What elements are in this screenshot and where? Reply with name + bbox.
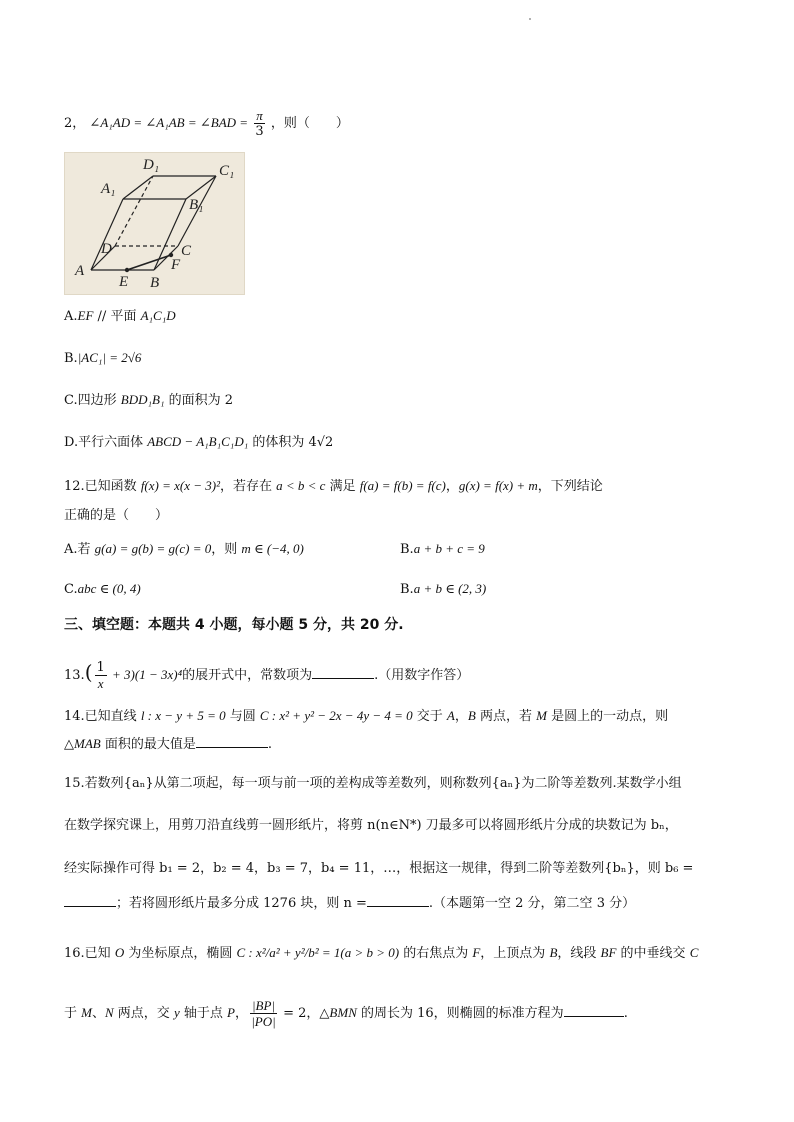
option-c-math2: BDD₁B₁ bbox=[120, 392, 165, 407]
option-d-prefix: D. bbox=[64, 435, 79, 450]
q13-expr: + 3)(1 − 3x)⁴ bbox=[108, 667, 183, 682]
segment-EF bbox=[127, 255, 171, 270]
label-D: D bbox=[101, 241, 112, 257]
q16-tail: . bbox=[623, 1006, 628, 1021]
q16-math-m: M bbox=[81, 1005, 92, 1020]
label-C1: C₁ bbox=[219, 163, 235, 179]
q12-optC-math: abc ∈ (0, 4) bbox=[77, 581, 141, 596]
scan-dot bbox=[529, 18, 531, 20]
q11-tail: ，则（ ） bbox=[270, 116, 349, 131]
q12-math-abc: a < b < c bbox=[276, 478, 326, 493]
parallelepiped-diagram bbox=[65, 153, 244, 294]
q14-math-mab: △MAB bbox=[64, 736, 101, 751]
q12-math-g: g(x) = f(x) + m bbox=[458, 478, 538, 493]
q12-text-d: ， bbox=[445, 479, 459, 494]
q12-option-b bbox=[400, 538, 485, 561]
q15-answer-blank-2[interactable] bbox=[367, 892, 429, 907]
q11-frac-num: π bbox=[256, 108, 263, 123]
q16-text-h: 、 bbox=[91, 1006, 105, 1021]
q16-text-k: ， bbox=[234, 1006, 248, 1021]
q16-fraction bbox=[250, 998, 277, 1029]
q16-math-b: B bbox=[549, 945, 558, 960]
q14-text-d: ， bbox=[454, 709, 468, 724]
q16-text-m: 的周长为 16，则椭圆的标准方程为 bbox=[356, 1006, 564, 1021]
q12-stem-line1 bbox=[64, 475, 603, 498]
q11-lead: 2， bbox=[64, 116, 86, 131]
option-b-math: |AC₁| = 2√6 bbox=[77, 350, 142, 365]
label-A: A bbox=[75, 263, 85, 279]
q14-answer-blank[interactable] bbox=[196, 733, 268, 748]
q16-text-c: 的右焦点为 bbox=[399, 946, 473, 961]
q12-math-f: f(x) = x(x − 3)² bbox=[140, 478, 220, 493]
label-F: F bbox=[171, 257, 181, 273]
q16-text-d: ，上顶点为 bbox=[480, 946, 550, 961]
q13-answer-blank[interactable] bbox=[312, 664, 374, 679]
option-a-math: EF bbox=[77, 308, 94, 323]
q14-math-a: A bbox=[446, 708, 455, 723]
q12-text-a: 12.已知函数 bbox=[64, 479, 141, 494]
point-E bbox=[125, 268, 129, 272]
q12-math-fabc: f(a) = f(b) = f(c) bbox=[359, 478, 446, 493]
q14-stem-line1 bbox=[64, 705, 668, 728]
q16-text-b: 为坐标原点，椭圆 bbox=[124, 946, 237, 961]
q14-text-g: 面积的最大值是 bbox=[100, 737, 196, 752]
option-d-math2: ABCD − A₁B₁C₁D₁ bbox=[147, 434, 249, 449]
q13-stem bbox=[64, 660, 469, 691]
edge-AA1 bbox=[91, 199, 123, 270]
q16-text-i: 两点，交 bbox=[113, 1006, 174, 1021]
q12-optA-math2: m ∈ (−4, 0) bbox=[241, 541, 304, 556]
q15-line2: 在数学探究课上，用剪刀沿直线剪一圆形纸片，将剪 n(n∈N*) 刀最多可以将圆形纸片分成的块数记为 bₙ， bbox=[64, 818, 678, 833]
q13-fraction bbox=[95, 660, 107, 691]
option-d-text: 平行六面体 bbox=[78, 435, 148, 450]
q12-optA-math: g(a) = g(b) = g(c) = 0 bbox=[94, 541, 212, 556]
q14-tail: . bbox=[267, 737, 272, 752]
q15-line3: 经实际操作可得 b₁ = 2，b₂ = 4，b₃ = 7，b₄ = 11，…，根据这一规律，得到二阶等差数列{bₙ}，则 b₆ = bbox=[64, 861, 694, 876]
q16-math-y: y bbox=[173, 1005, 180, 1020]
q11-frac-den: 3 bbox=[255, 124, 264, 139]
q13-text: 的展开式中，常数项为 bbox=[182, 668, 313, 683]
q16-math-ellipse: C : x²/a² + y²/b² = 1(a > b > 0) bbox=[236, 945, 400, 960]
q12-option-a bbox=[64, 538, 304, 561]
label-A1: A₁ bbox=[101, 181, 116, 197]
q16-math-bmn: △BMN bbox=[319, 1005, 357, 1020]
label-B: B bbox=[150, 275, 160, 291]
q16-text-g: 于 bbox=[64, 1006, 82, 1021]
label-E: E bbox=[119, 274, 129, 290]
q15-text-a: ；若将圆形纸片最多分成 1276 块，则 n = bbox=[116, 896, 367, 911]
q11-fraction bbox=[254, 108, 265, 139]
q15-line1: 15.若数列{aₙ}从第二项起，每一项与前一项的差构成等差数列，则称数列{aₙ}为二阶等差数列.某数学小组 bbox=[64, 776, 682, 791]
q13-frac-num: 1 bbox=[96, 660, 105, 675]
q16-text-f: 的中垂线交 bbox=[616, 946, 690, 961]
q12-option-c bbox=[64, 578, 141, 601]
option-c-prefix: C. bbox=[64, 393, 78, 408]
q16-frac-num: |BP| bbox=[251, 998, 275, 1013]
q16-answer-blank[interactable] bbox=[564, 1002, 624, 1017]
q11-option-c bbox=[64, 389, 233, 412]
q13-paren-open: ( bbox=[84, 660, 93, 684]
section-3-heading: 三、填空题：本题共 4 小题，每小题 5 分，共 20 分. bbox=[64, 617, 404, 633]
q16-text-j: 轴于点 bbox=[179, 1006, 227, 1021]
q14-math-l: l : x − y + 5 = 0 bbox=[140, 708, 226, 723]
q12-text-c: 满足 bbox=[325, 479, 360, 494]
q16-math-bf: BF bbox=[600, 945, 617, 960]
q14-text-b: 与圆 bbox=[225, 709, 260, 724]
q12-optD-math: a + b ∈ (2, 3) bbox=[413, 581, 487, 596]
q12-optB-pre: B. bbox=[400, 542, 414, 557]
q14-math-m: M bbox=[536, 708, 547, 723]
q12-optA-pre: A.若 bbox=[64, 542, 95, 557]
q14-text-c: 交于 bbox=[412, 709, 447, 724]
edge-B1C1 bbox=[186, 176, 216, 199]
q15-text-b: .（本题第一空 2 分，第二空 3 分） bbox=[428, 896, 636, 911]
label-D1: D₁ bbox=[143, 157, 160, 173]
q13-frac-den: x bbox=[97, 676, 104, 691]
q16-text-l: = 2， bbox=[278, 1006, 320, 1021]
q12-optB-math: a + b + c = 9 bbox=[413, 541, 485, 556]
edge-DD1 bbox=[115, 176, 153, 246]
q13-tail: .（用数字作答） bbox=[374, 668, 470, 683]
q15-line4 bbox=[64, 892, 635, 915]
option-c-text: 四边形 bbox=[77, 393, 121, 408]
q14-stem-line2 bbox=[64, 733, 272, 756]
parallelepiped-figure bbox=[64, 152, 245, 295]
q12-text-b: ，若存在 bbox=[220, 479, 277, 494]
q12-text-e: ，下列结论 bbox=[537, 479, 603, 494]
q12-option-d bbox=[400, 578, 486, 601]
option-d-tail: 的体积为 4√2 bbox=[248, 435, 334, 450]
q11-condition: ∠A₁AD = ∠A₁AB = ∠BAD = bbox=[89, 115, 249, 130]
q11-option-b bbox=[64, 347, 141, 370]
q16-text-a: 16.已知 bbox=[64, 946, 115, 961]
option-b-prefix: B. bbox=[64, 351, 78, 366]
q16-text-e: ，线段 bbox=[557, 946, 601, 961]
q11-option-a bbox=[64, 305, 176, 328]
q14-text-f: 是圆上的一动点，则 bbox=[546, 709, 669, 724]
option-a-math2: A₁C₁D bbox=[140, 308, 176, 323]
q15-answer-blank-1[interactable] bbox=[64, 892, 116, 907]
q11-option-d bbox=[64, 431, 333, 454]
q14-math-b: B bbox=[467, 708, 476, 723]
q12-optD-pre: B. bbox=[400, 582, 414, 597]
q14-text-e: 两点，若 bbox=[475, 709, 537, 724]
q16-math-f: F bbox=[472, 945, 481, 960]
q12-optA-mid: ，则 bbox=[211, 542, 242, 557]
option-c-tail: 的面积为 2 bbox=[164, 393, 234, 408]
q14-math-c: C : x² + y² − 2x − 4y − 4 = 0 bbox=[259, 708, 413, 723]
q16-math-c: C bbox=[689, 945, 699, 960]
q11-stem bbox=[64, 108, 349, 139]
q16-math-p: P bbox=[226, 1005, 235, 1020]
option-a-text: // 平面 bbox=[93, 309, 141, 324]
label-B1: B₁ bbox=[189, 197, 204, 213]
q14-text-a: 14.已知直线 bbox=[64, 709, 141, 724]
q12-stem-line2: 正确的是（ ） bbox=[64, 508, 169, 523]
q16-math-o: O bbox=[114, 945, 125, 960]
edge-A1D1 bbox=[123, 176, 153, 199]
q16-stem-line2 bbox=[64, 998, 628, 1029]
option-a-prefix: A. bbox=[64, 309, 78, 324]
q16-math-n: N bbox=[105, 1005, 114, 1020]
q16-stem-line1 bbox=[64, 942, 698, 965]
q12-optC-pre: C. bbox=[64, 582, 78, 597]
q13-pre: 13. bbox=[64, 668, 85, 683]
label-C: C bbox=[181, 243, 192, 259]
q16-frac-den: |PO| bbox=[251, 1014, 276, 1029]
